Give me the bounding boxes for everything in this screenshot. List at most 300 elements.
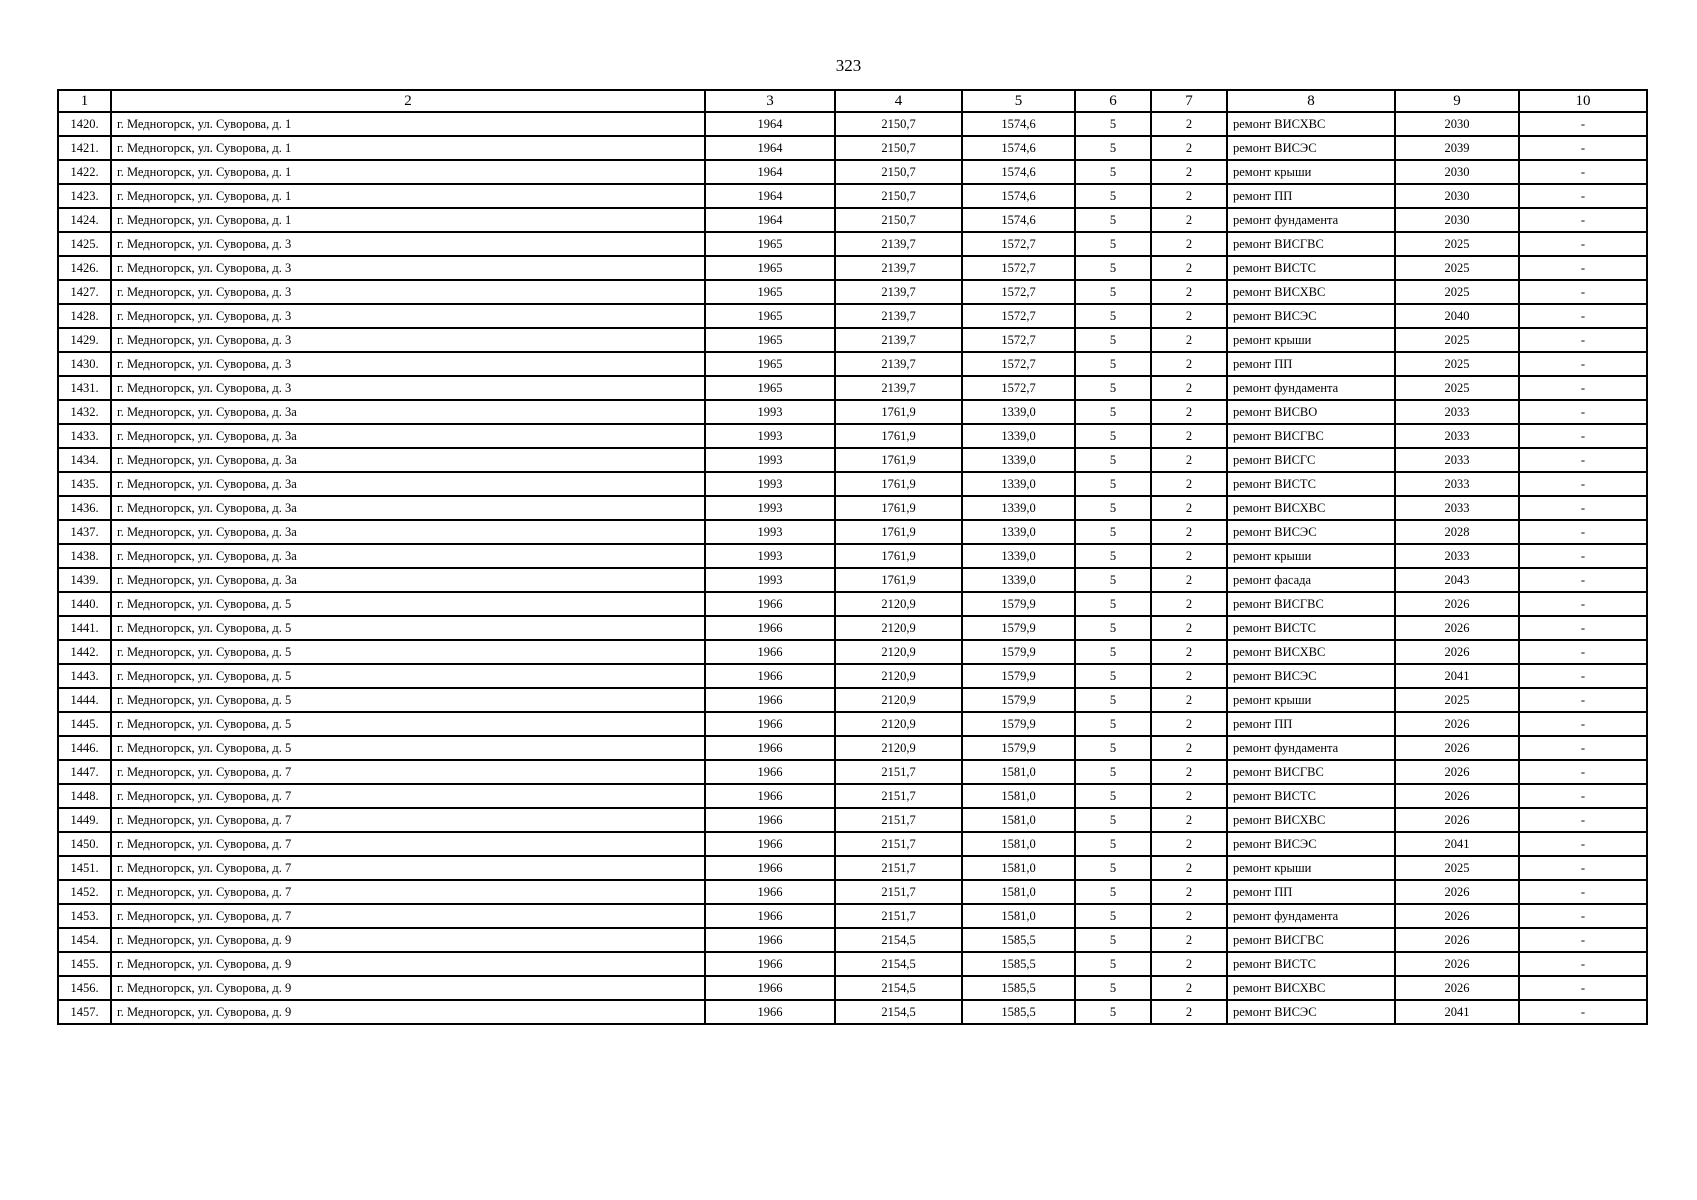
table-row: [58, 880, 1647, 904]
living-area-cell: 1579,9: [962, 688, 1075, 712]
address-cell: г. Медногорск, ул. Суворова, д. 3а: [111, 472, 705, 496]
table-row: [58, 184, 1647, 208]
entrances-cell: 2: [1151, 736, 1227, 760]
column-header: 8: [1227, 90, 1395, 112]
row-number-cell: 1456.: [58, 976, 111, 1000]
row-number-cell: 1436.: [58, 496, 111, 520]
note-cell: -: [1519, 352, 1647, 376]
year-cell: 1966: [705, 616, 835, 640]
work-type-cell: ремонт ВИСХВС: [1227, 808, 1395, 832]
total-area-cell: 2139,7: [835, 280, 962, 304]
floors-cell: 5: [1075, 520, 1151, 544]
living-area-cell: 1339,0: [962, 472, 1075, 496]
total-area-cell: 1761,9: [835, 400, 962, 424]
living-area-cell: 1579,9: [962, 592, 1075, 616]
work-type-cell: ремонт ВИСЭС: [1227, 832, 1395, 856]
note-cell: -: [1519, 256, 1647, 280]
entrances-cell: 2: [1151, 256, 1227, 280]
living-area-cell: 1574,6: [962, 112, 1075, 136]
row-number-cell: 1432.: [58, 400, 111, 424]
floors-cell: 5: [1075, 1000, 1151, 1024]
plan-year-cell: 2033: [1395, 544, 1519, 568]
row-number-cell: 1440.: [58, 592, 111, 616]
page-number: 323: [835, 56, 862, 75]
note-cell: -: [1519, 592, 1647, 616]
floors-cell: 5: [1075, 784, 1151, 808]
note-cell: -: [1519, 400, 1647, 424]
floors-cell: 5: [1075, 208, 1151, 232]
work-type-cell: ремонт ВИСЭС: [1227, 304, 1395, 328]
floors-cell: 5: [1075, 352, 1151, 376]
entrances-cell: 2: [1151, 664, 1227, 688]
plan-year-cell: 2033: [1395, 448, 1519, 472]
floors-cell: 5: [1075, 136, 1151, 160]
plan-year-cell: 2026: [1395, 976, 1519, 1000]
entrances-cell: 2: [1151, 328, 1227, 352]
floors-cell: 5: [1075, 400, 1151, 424]
column-header: 3: [705, 90, 835, 112]
work-type-cell: ремонт ВИСЭС: [1227, 1000, 1395, 1024]
note-cell: -: [1519, 424, 1647, 448]
table-row: [58, 448, 1647, 472]
living-area-cell: 1572,7: [962, 256, 1075, 280]
year-cell: 1966: [705, 664, 835, 688]
address-cell: г. Медногорск, ул. Суворова, д. 5: [111, 688, 705, 712]
table-row: [58, 304, 1647, 328]
work-type-cell: ремонт ПП: [1227, 880, 1395, 904]
year-cell: 1966: [705, 784, 835, 808]
floors-cell: 5: [1075, 184, 1151, 208]
address-cell: г. Медногорск, ул. Суворова, д. 5: [111, 664, 705, 688]
table-row: [58, 208, 1647, 232]
total-area-cell: 2150,7: [835, 136, 962, 160]
year-cell: 1993: [705, 496, 835, 520]
total-area-cell: 2139,7: [835, 376, 962, 400]
work-type-cell: ремонт ВИСГВС: [1227, 232, 1395, 256]
plan-year-cell: 2026: [1395, 592, 1519, 616]
floors-cell: 5: [1075, 256, 1151, 280]
row-number-cell: 1424.: [58, 208, 111, 232]
entrances-cell: 2: [1151, 520, 1227, 544]
entrances-cell: 2: [1151, 448, 1227, 472]
entrances-cell: 2: [1151, 928, 1227, 952]
living-area-cell: 1579,9: [962, 712, 1075, 736]
living-area-cell: 1581,0: [962, 880, 1075, 904]
living-area-cell: 1339,0: [962, 568, 1075, 592]
work-type-cell: ремонт крыши: [1227, 856, 1395, 880]
living-area-cell: 1339,0: [962, 448, 1075, 472]
plan-year-cell: 2033: [1395, 424, 1519, 448]
address-cell: г. Медногорск, ул. Суворова, д. 3а: [111, 520, 705, 544]
note-cell: -: [1519, 184, 1647, 208]
address-cell: г. Медногорск, ул. Суворова, д. 7: [111, 760, 705, 784]
note-cell: -: [1519, 520, 1647, 544]
total-area-cell: 2154,5: [835, 952, 962, 976]
plan-year-cell: 2025: [1395, 352, 1519, 376]
entrances-cell: 2: [1151, 232, 1227, 256]
total-area-cell: 2120,9: [835, 640, 962, 664]
living-area-cell: 1339,0: [962, 424, 1075, 448]
note-cell: -: [1519, 496, 1647, 520]
address-cell: г. Медногорск, ул. Суворова, д. 7: [111, 832, 705, 856]
plan-year-cell: 2026: [1395, 616, 1519, 640]
work-type-cell: ремонт ВИСГС: [1227, 448, 1395, 472]
living-area-cell: 1581,0: [962, 808, 1075, 832]
plan-year-cell: 2026: [1395, 904, 1519, 928]
floors-cell: 5: [1075, 232, 1151, 256]
address-cell: г. Медногорск, ул. Суворова, д. 5: [111, 736, 705, 760]
address-cell: г. Медногорск, ул. Суворова, д. 5: [111, 592, 705, 616]
floors-cell: 5: [1075, 736, 1151, 760]
note-cell: -: [1519, 856, 1647, 880]
plan-year-cell: 2033: [1395, 472, 1519, 496]
note-cell: -: [1519, 640, 1647, 664]
plan-year-cell: 2030: [1395, 184, 1519, 208]
note-cell: -: [1519, 976, 1647, 1000]
table-row: [58, 640, 1647, 664]
year-cell: 1966: [705, 928, 835, 952]
entrances-cell: 2: [1151, 472, 1227, 496]
year-cell: 1993: [705, 568, 835, 592]
entrances-cell: 2: [1151, 496, 1227, 520]
table-row: [58, 736, 1647, 760]
row-number-cell: 1427.: [58, 280, 111, 304]
work-type-cell: ремонт фундамента: [1227, 904, 1395, 928]
address-cell: г. Медногорск, ул. Суворова, д. 3: [111, 280, 705, 304]
table-row: [58, 856, 1647, 880]
note-cell: -: [1519, 784, 1647, 808]
year-cell: 1993: [705, 472, 835, 496]
year-cell: 1993: [705, 448, 835, 472]
total-area-cell: 2151,7: [835, 880, 962, 904]
row-number-cell: 1422.: [58, 160, 111, 184]
plan-year-cell: 2041: [1395, 664, 1519, 688]
address-cell: г. Медногорск, ул. Суворова, д. 1: [111, 160, 705, 184]
plan-year-cell: 2026: [1395, 808, 1519, 832]
work-type-cell: ремонт ВИСГВС: [1227, 592, 1395, 616]
living-area-cell: 1585,5: [962, 928, 1075, 952]
total-area-cell: 2151,7: [835, 760, 962, 784]
address-cell: г. Медногорск, ул. Суворова, д. 3: [111, 376, 705, 400]
row-number-cell: 1444.: [58, 688, 111, 712]
table-row: [58, 712, 1647, 736]
floors-cell: 5: [1075, 976, 1151, 1000]
floors-cell: 5: [1075, 328, 1151, 352]
column-header: 4: [835, 90, 962, 112]
row-number-cell: 1453.: [58, 904, 111, 928]
note-cell: -: [1519, 112, 1647, 136]
plan-year-cell: 2025: [1395, 688, 1519, 712]
row-number-cell: 1425.: [58, 232, 111, 256]
row-number-cell: 1435.: [58, 472, 111, 496]
row-number-cell: 1433.: [58, 424, 111, 448]
floors-cell: 5: [1075, 592, 1151, 616]
floors-cell: 5: [1075, 280, 1151, 304]
floors-cell: 5: [1075, 952, 1151, 976]
table-row: [58, 520, 1647, 544]
floors-cell: 5: [1075, 760, 1151, 784]
living-area-cell: 1572,7: [962, 232, 1075, 256]
row-number-cell: 1438.: [58, 544, 111, 568]
column-header: 2: [111, 90, 705, 112]
year-cell: 1965: [705, 376, 835, 400]
work-type-cell: ремонт фасада: [1227, 568, 1395, 592]
living-area-cell: 1339,0: [962, 496, 1075, 520]
year-cell: 1993: [705, 400, 835, 424]
table-row: [58, 616, 1647, 640]
note-cell: -: [1519, 880, 1647, 904]
year-cell: 1965: [705, 352, 835, 376]
column-header: 6: [1075, 90, 1151, 112]
table-row: [58, 544, 1647, 568]
total-area-cell: 2139,7: [835, 304, 962, 328]
entrances-cell: 2: [1151, 424, 1227, 448]
total-area-cell: 1761,9: [835, 520, 962, 544]
column-header: 7: [1151, 90, 1227, 112]
total-area-cell: 2139,7: [835, 352, 962, 376]
row-number-cell: 1439.: [58, 568, 111, 592]
work-type-cell: ремонт крыши: [1227, 160, 1395, 184]
work-type-cell: ремонт ВИСХВС: [1227, 496, 1395, 520]
year-cell: 1966: [705, 736, 835, 760]
row-number-cell: 1442.: [58, 640, 111, 664]
plan-year-cell: 2026: [1395, 928, 1519, 952]
address-cell: г. Медногорск, ул. Суворова, д. 3а: [111, 568, 705, 592]
address-cell: г. Медногорск, ул. Суворова, д. 1: [111, 184, 705, 208]
row-number-cell: 1421.: [58, 136, 111, 160]
total-area-cell: 2154,5: [835, 1000, 962, 1024]
table-row: [58, 160, 1647, 184]
total-area-cell: 1761,9: [835, 544, 962, 568]
entrances-cell: 2: [1151, 856, 1227, 880]
row-number-cell: 1437.: [58, 520, 111, 544]
row-number-cell: 1446.: [58, 736, 111, 760]
total-area-cell: 2120,9: [835, 736, 962, 760]
table-row: [58, 928, 1647, 952]
table-row: [58, 424, 1647, 448]
note-cell: -: [1519, 712, 1647, 736]
floors-cell: 5: [1075, 856, 1151, 880]
plan-year-cell: 2025: [1395, 280, 1519, 304]
address-cell: г. Медногорск, ул. Суворова, д. 1: [111, 208, 705, 232]
year-cell: 1966: [705, 952, 835, 976]
plan-year-cell: 2028: [1395, 520, 1519, 544]
plan-year-cell: 2043: [1395, 568, 1519, 592]
total-area-cell: 2150,7: [835, 184, 962, 208]
entrances-cell: 2: [1151, 136, 1227, 160]
work-type-cell: ремонт ВИСЭС: [1227, 136, 1395, 160]
note-cell: -: [1519, 544, 1647, 568]
table-row: [58, 904, 1647, 928]
table-row: [58, 568, 1647, 592]
address-cell: г. Медногорск, ул. Суворова, д. 9: [111, 928, 705, 952]
work-type-cell: ремонт ВИСГВС: [1227, 760, 1395, 784]
living-area-cell: 1572,7: [962, 280, 1075, 304]
address-cell: г. Медногорск, ул. Суворова, д. 3: [111, 256, 705, 280]
note-cell: -: [1519, 208, 1647, 232]
column-header: 1: [58, 90, 111, 112]
entrances-cell: 2: [1151, 1000, 1227, 1024]
total-area-cell: 2154,5: [835, 976, 962, 1000]
table-row: [58, 688, 1647, 712]
living-area-cell: 1339,0: [962, 400, 1075, 424]
total-area-cell: 2151,7: [835, 784, 962, 808]
row-number-cell: 1420.: [58, 112, 111, 136]
total-area-cell: 2120,9: [835, 616, 962, 640]
address-cell: г. Медногорск, ул. Суворова, д. 5: [111, 640, 705, 664]
floors-cell: 5: [1075, 160, 1151, 184]
table-row: [58, 832, 1647, 856]
address-cell: г. Медногорск, ул. Суворова, д. 1: [111, 136, 705, 160]
table-row: [58, 664, 1647, 688]
address-cell: г. Медногорск, ул. Суворова, д. 3: [111, 232, 705, 256]
work-type-cell: ремонт ВИСЭС: [1227, 520, 1395, 544]
address-cell: г. Медногорск, ул. Суворова, д. 7: [111, 784, 705, 808]
living-area-cell: 1574,6: [962, 208, 1075, 232]
year-cell: 1965: [705, 256, 835, 280]
note-cell: -: [1519, 760, 1647, 784]
work-type-cell: ремонт ВИСВО: [1227, 400, 1395, 424]
year-cell: 1966: [705, 856, 835, 880]
address-cell: г. Медногорск, ул. Суворова, д. 1: [111, 112, 705, 136]
row-number-cell: 1428.: [58, 304, 111, 328]
living-area-cell: 1572,7: [962, 328, 1075, 352]
table-row: [58, 760, 1647, 784]
address-cell: г. Медногорск, ул. Суворова, д. 3а: [111, 496, 705, 520]
table-body: [58, 112, 1647, 1024]
table-row: [58, 352, 1647, 376]
total-area-cell: 2120,9: [835, 664, 962, 688]
entrances-cell: 2: [1151, 280, 1227, 304]
note-cell: -: [1519, 136, 1647, 160]
year-cell: 1964: [705, 136, 835, 160]
note-cell: -: [1519, 952, 1647, 976]
row-number-cell: 1441.: [58, 616, 111, 640]
floors-cell: 5: [1075, 568, 1151, 592]
year-cell: 1965: [705, 232, 835, 256]
year-cell: 1964: [705, 208, 835, 232]
plan-year-cell: 2025: [1395, 256, 1519, 280]
floors-cell: 5: [1075, 688, 1151, 712]
work-type-cell: ремонт фундамента: [1227, 208, 1395, 232]
floors-cell: 5: [1075, 448, 1151, 472]
table-row: [58, 112, 1647, 136]
note-cell: -: [1519, 616, 1647, 640]
total-area-cell: 2154,5: [835, 928, 962, 952]
entrances-cell: 2: [1151, 304, 1227, 328]
living-area-cell: 1579,9: [962, 736, 1075, 760]
plan-year-cell: 2026: [1395, 760, 1519, 784]
work-type-cell: ремонт ВИСХВС: [1227, 112, 1395, 136]
plan-year-cell: 2030: [1395, 112, 1519, 136]
row-number-cell: 1448.: [58, 784, 111, 808]
floors-cell: 5: [1075, 808, 1151, 832]
work-type-cell: ремонт фундамента: [1227, 376, 1395, 400]
plan-year-cell: 2041: [1395, 1000, 1519, 1024]
living-area-cell: 1581,0: [962, 832, 1075, 856]
address-cell: г. Медногорск, ул. Суворова, д. 9: [111, 1000, 705, 1024]
address-cell: г. Медногорск, ул. Суворова, д. 3: [111, 352, 705, 376]
address-cell: г. Медногорск, ул. Суворова, д. 3а: [111, 424, 705, 448]
work-type-cell: ремонт ВИСТС: [1227, 256, 1395, 280]
total-area-cell: 2150,7: [835, 208, 962, 232]
year-cell: 1966: [705, 1000, 835, 1024]
floors-cell: 5: [1075, 880, 1151, 904]
note-cell: -: [1519, 1000, 1647, 1024]
registry-table: [57, 89, 1648, 1025]
header-row: [58, 90, 1647, 112]
work-type-cell: ремонт крыши: [1227, 688, 1395, 712]
year-cell: 1964: [705, 160, 835, 184]
note-cell: -: [1519, 232, 1647, 256]
year-cell: 1966: [705, 832, 835, 856]
address-cell: г. Медногорск, ул. Суворова, д. 7: [111, 808, 705, 832]
year-cell: 1964: [705, 112, 835, 136]
floors-cell: 5: [1075, 304, 1151, 328]
table-row: [58, 472, 1647, 496]
work-type-cell: ремонт ВИСТС: [1227, 784, 1395, 808]
living-area-cell: 1581,0: [962, 760, 1075, 784]
work-type-cell: ремонт ПП: [1227, 712, 1395, 736]
table-row: [58, 496, 1647, 520]
total-area-cell: 1761,9: [835, 424, 962, 448]
work-type-cell: ремонт ВИСТС: [1227, 472, 1395, 496]
work-type-cell: ремонт ВИСГВС: [1227, 424, 1395, 448]
year-cell: 1966: [705, 592, 835, 616]
entrances-cell: 2: [1151, 208, 1227, 232]
entrances-cell: 2: [1151, 760, 1227, 784]
total-area-cell: 2150,7: [835, 112, 962, 136]
year-cell: 1965: [705, 280, 835, 304]
plan-year-cell: 2025: [1395, 376, 1519, 400]
living-area-cell: 1572,7: [962, 376, 1075, 400]
year-cell: 1993: [705, 424, 835, 448]
address-cell: г. Медногорск, ул. Суворова, д. 7: [111, 856, 705, 880]
note-cell: -: [1519, 904, 1647, 928]
living-area-cell: 1581,0: [962, 904, 1075, 928]
table-row: [58, 280, 1647, 304]
note-cell: -: [1519, 472, 1647, 496]
work-type-cell: ремонт ВИСХВС: [1227, 280, 1395, 304]
total-area-cell: 2139,7: [835, 256, 962, 280]
entrances-cell: 2: [1151, 688, 1227, 712]
living-area-cell: 1339,0: [962, 520, 1075, 544]
total-area-cell: 2151,7: [835, 832, 962, 856]
row-number-cell: 1457.: [58, 1000, 111, 1024]
work-type-cell: ремонт ВИСХВС: [1227, 976, 1395, 1000]
plan-year-cell: 2026: [1395, 736, 1519, 760]
plan-year-cell: 2040: [1395, 304, 1519, 328]
year-cell: 1966: [705, 712, 835, 736]
floors-cell: 5: [1075, 472, 1151, 496]
address-cell: г. Медногорск, ул. Суворова, д. 3а: [111, 544, 705, 568]
living-area-cell: 1581,0: [962, 784, 1075, 808]
row-number-cell: 1449.: [58, 808, 111, 832]
total-area-cell: 2139,7: [835, 232, 962, 256]
floors-cell: 5: [1075, 640, 1151, 664]
total-area-cell: 2120,9: [835, 688, 962, 712]
floors-cell: 5: [1075, 544, 1151, 568]
living-area-cell: 1579,9: [962, 640, 1075, 664]
entrances-cell: 2: [1151, 640, 1227, 664]
note-cell: -: [1519, 160, 1647, 184]
note-cell: -: [1519, 568, 1647, 592]
table-row: [58, 232, 1647, 256]
entrances-cell: 2: [1151, 832, 1227, 856]
address-cell: г. Медногорск, ул. Суворова, д. 5: [111, 616, 705, 640]
living-area-cell: 1579,9: [962, 664, 1075, 688]
floors-cell: 5: [1075, 832, 1151, 856]
